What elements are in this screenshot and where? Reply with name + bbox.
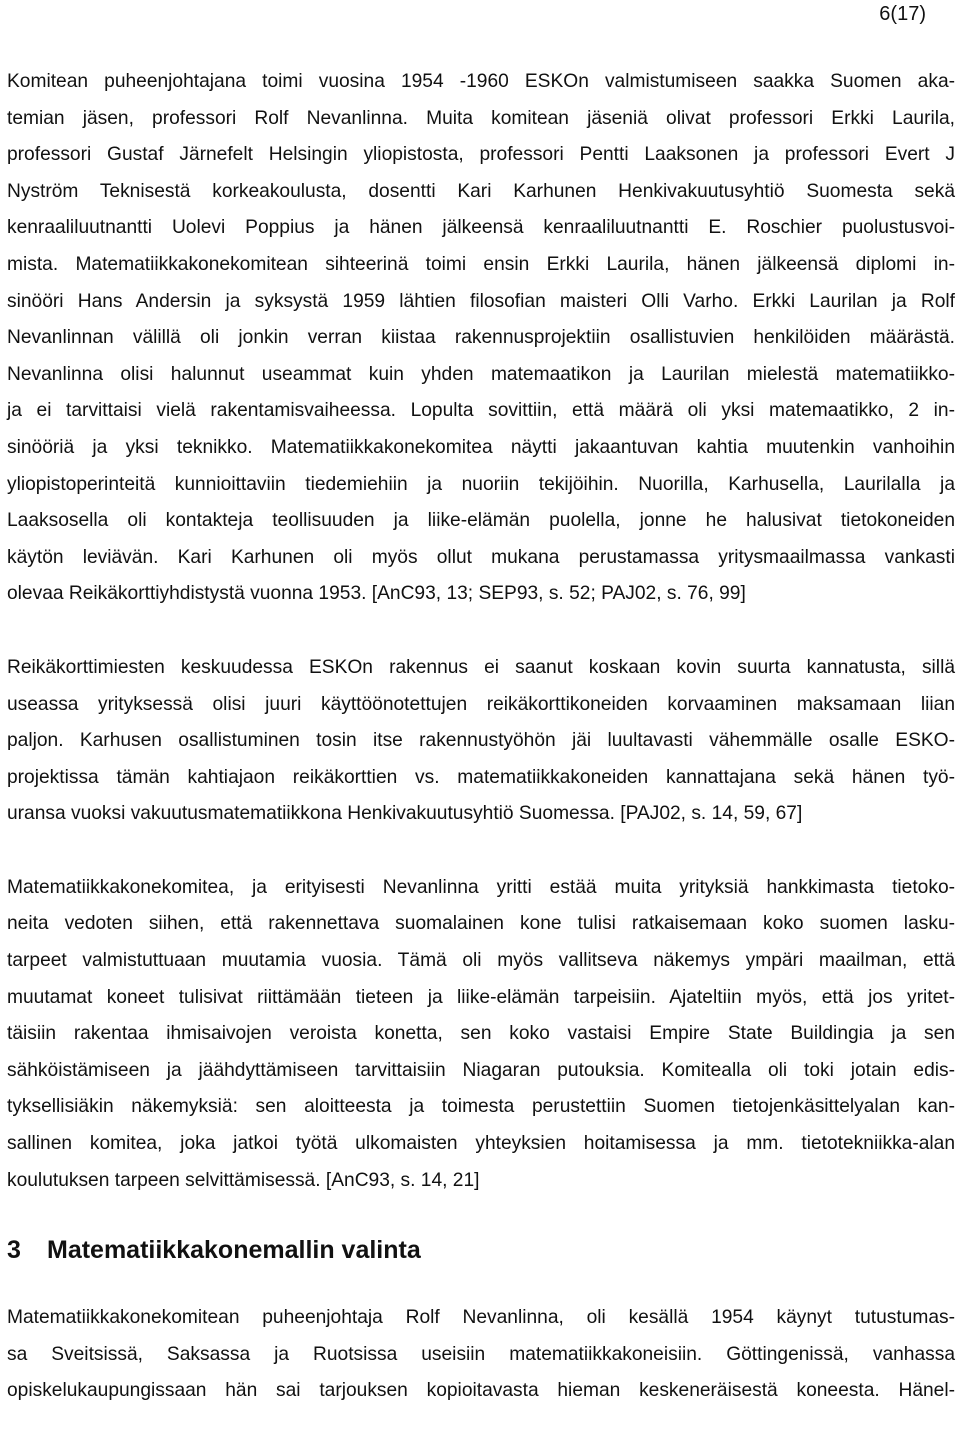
paragraph-komitea xyxy=(7,64,955,613)
text-line: kenraaliluutnantti Uolevi Poppius ja hänen jälkeensä kenraaliluutnantti E. Roschier puolustusvoi- xyxy=(7,217,955,239)
page-number: 6(17) xyxy=(879,3,926,25)
text-line: tyksellisiäkin näkemyksiä: sen aloitteesta ja toimesta perustettiin Suomen tietojenkäsittelyalan kan- xyxy=(7,1096,955,1118)
text-line: muutamat koneet tulisivat riittämään tieteen ja liike-elämän tarpeisiin. Ajateltiin myös, että jos yritet- xyxy=(7,986,955,1008)
text-line: yliopistoperinteitä kunnioittaviin tiedemiehiin ja nuoriin tekijöihin. Nuorilla, Karhusella, Laurilalla ja xyxy=(7,473,955,495)
section-heading xyxy=(7,1230,955,1270)
text-line: täisiin rakentaa ihmisaivojen veroista konetta, sen koko vastaisi Empire State Buildingia ja sen xyxy=(7,1023,955,1045)
text-line: koulutuksen tarpeen selvittämisessä. [AnC93, s. 14, 21] xyxy=(7,1169,480,1191)
text-line: opiskelukaupungissaan hän sai tarjouksen kopioitavasta hieman keskeneräisestä koneesta. Hänel- xyxy=(7,1380,955,1402)
paragraph-reikakortti xyxy=(7,650,955,833)
text-line: Nyström Teknisestä korkeakoulusta, dosentti Kari Karhunen Henkivakuutusyhtiö Suomesta sekä xyxy=(7,180,955,202)
text-line: useassa yrityksessä olisi juuri käyttöönotettujen reikäkorttikoneiden korvaaminen maksamaan liian xyxy=(7,693,955,715)
text-line: ja ei tarvittaisi vielä rakentamisvaiheessa. Lopulta sovittiin, että määrä oli yksi matemaatikko, 2 in- xyxy=(7,400,955,422)
text-line: mista. Matematiikkakonekomitean sihteerinä toimi ensin Erkki Laurila, hänen jälkeensä diplomi in- xyxy=(7,253,955,275)
section-title: Matematiikkakonemallin valinta xyxy=(47,1236,421,1265)
text-line: Matematiikkakonekomitean puheenjohtaja Rolf Nevanlinna, oli kesällä 1954 käynyt tutustumas- xyxy=(7,1307,955,1329)
text-line: Nevanlinnan välillä oli jonkin verran kiistaa rakennusprojektiin osallistuvien henkilöiden määrästä. xyxy=(7,327,955,349)
text-line: tarpeet valmistuttuaan muutamia vuosia. Tämä oli myös vallitseva näkemys ympäri maailman, että xyxy=(7,950,955,972)
text-line: Nevanlinna olisi halunnut useammat kuin yhden matemaatikon ja Laurilan mielestä matematiikko- xyxy=(7,363,955,385)
text-line: neita vedoten siihen, että rakennettava suomalainen kone tulisi ratkaisemaan koko suomen lasku- xyxy=(7,913,955,935)
document-body xyxy=(7,64,955,1410)
section-number: 3 xyxy=(7,1236,21,1265)
text-line: temian jäsen, professori Rolf Nevanlinna. Muita komitean jäseniä olivat professori Erkki Laurila, xyxy=(7,107,955,129)
text-line: Reikäkorttimiesten keskuudessa ESKOn rakennus ei saanut koskaan kovin suurta kannatusta, sillä xyxy=(7,656,955,678)
text-line: sa Sveitsissä, Saksassa ja Ruotsissa useisiin matematiikkakoneisiin. Göttingenissä, vanhassa xyxy=(7,1343,955,1365)
text-line: sähköistämiseen ja jäähdyttämiseen tarvittaisiin Niagaran putouksia. Komitealla oli toki jotain edis- xyxy=(7,1059,955,1081)
text-line: Komitean puheenjohtajana toimi vuosina 1954 -1960 ESKOn valmistumiseen saakka Suomen aka- xyxy=(7,71,955,92)
text-line: olevaa Reikäkorttiyhdistystä vuonna 1953. [AnC93, 13; SEP93, s. 52; PAJ02, s. 76, 99] xyxy=(7,583,746,605)
text-line: sinööriä ja yksi teknikko. Matematiikkakonekomitea näytti jakaantuvan kahtia muutenkin vanhoihin xyxy=(7,436,955,458)
text-line: professori Gustaf Järnefelt Helsingin yliopistosta, professori Pentti Laaksonen ja professori Evert J xyxy=(7,144,955,166)
text-line: käytön leviävän. Kari Karhunen oli myös ollut mukana perustamassa yritysmaailmassa vankasti xyxy=(7,546,955,568)
paragraph-section-intro xyxy=(7,1300,955,1410)
text-line: sinööri Hans Andersin ja syksystä 1959 lähtien filosofian maisteri Olli Varho. Erkki Laurilan ja Rolf xyxy=(7,290,955,312)
text-line: Laaksosella oli kontakteja teollisuuden ja liike-elämän puolella, jonne he halusivat tietokoneiden xyxy=(7,510,955,532)
text-line: projektissa tämän kahtiajaon reikäkorttien vs. matematiikkakoneiden kannattajana sekä hänen työ- xyxy=(7,766,955,788)
paragraph-matematiikkakonekomitea xyxy=(7,870,955,1199)
text-line: Matematiikkakonekomitea, ja erityisesti Nevanlinna yritti estää muita yrityksiä hankkimasta tietoko- xyxy=(7,876,955,898)
text-line: uransa vuoksi vakuutusmatematiikkona Henkivakuutusyhtiö Suomessa. [PAJ02, s. 14, 59, 67] xyxy=(7,803,803,825)
text-line: paljon. Karhusen osallistuminen tosin itse rakennustyöhön jäi luultavasti vähemmälle osalle ESKO- xyxy=(7,730,955,752)
text-line: sallinen komitea, joka jatkoi työtä ulkomaisten yhteyksien hoitamisessa ja mm. tietotekniikka-alan xyxy=(7,1133,955,1155)
